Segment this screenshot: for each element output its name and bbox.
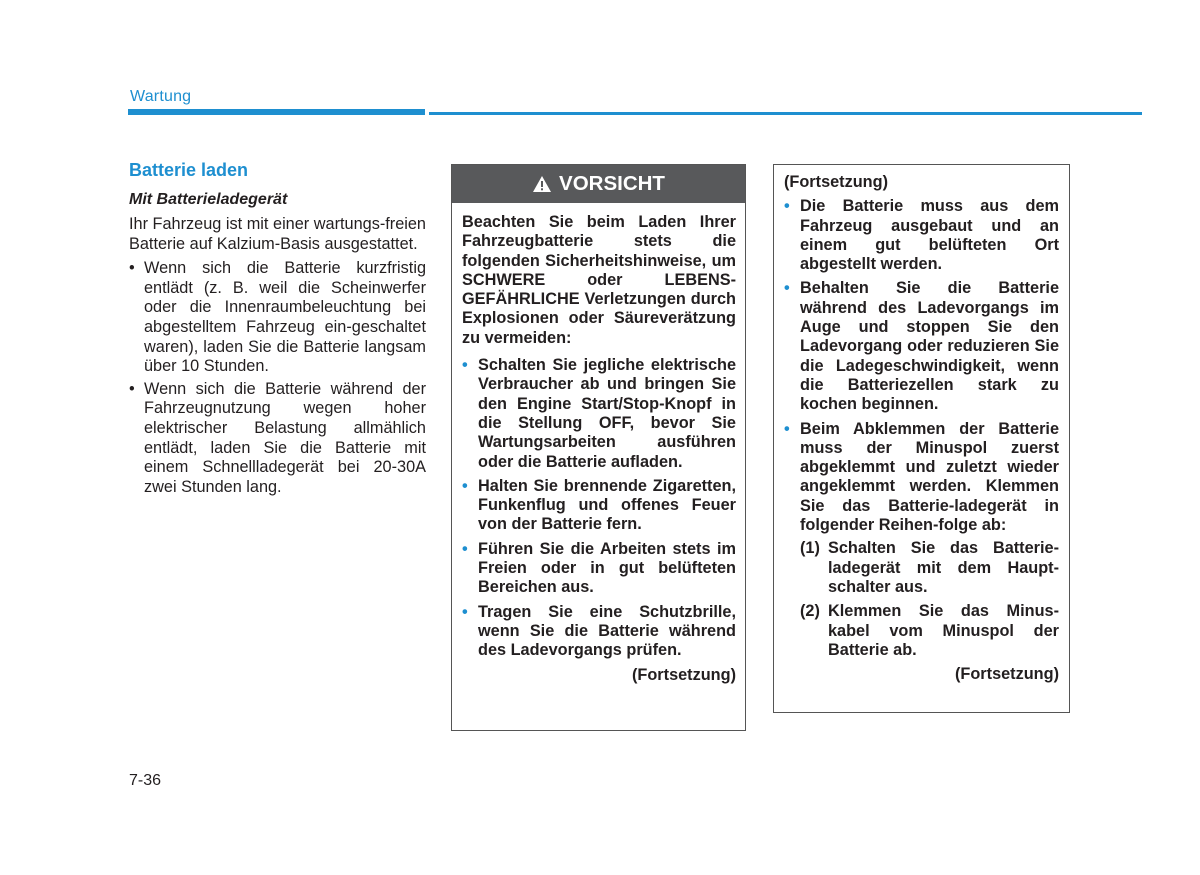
chapter-header: Wartung bbox=[130, 88, 192, 105]
subsection-title: Mit Batterieladegerät bbox=[129, 191, 288, 208]
bullet-icon: • bbox=[462, 476, 468, 495]
continuation-label: (Fortsetzung) bbox=[955, 665, 1059, 684]
list-item-text: Wenn sich die Batterie während der Fahrzeugnutzung wegen hoher elektrischer Belastung allmählich entlädt, laden Sie die Batterie mit einem Schnellladegerät bei 20-30A zwei Stunden lang. bbox=[144, 379, 426, 496]
step-number: (1) bbox=[800, 539, 820, 558]
caution-intro: Beachten Sie beim Laden Ihrer Fahrzeugbatterie stets die folgenden Sicherheitshinweise, um SCHWERE oder LEBENS-GEFÄHRLICHE Verletzungen durch Explosionen oder Säureverätzung zu vermeiden: bbox=[462, 213, 736, 347]
warning-triangle-icon bbox=[532, 175, 552, 193]
continued-list bbox=[784, 197, 1059, 660]
bullet-icon: • bbox=[129, 379, 135, 398]
bullet-icon: • bbox=[784, 197, 790, 216]
bullet-icon: • bbox=[784, 419, 790, 438]
list-item-text: Tragen Sie eine Schutzbrille, wenn Sie die Batterie während des Ladevorgangs prüfen. bbox=[478, 602, 736, 660]
list-item-text: Schalten Sie jegliche elektrische Verbraucher ab und bringen Sie den Engine Start/Stop-Knopf in die Stellung OFF, bevor Sie Wartungsarbeiten ausführen oder die Batterie aufladen. bbox=[478, 356, 736, 471]
caution-body bbox=[452, 203, 745, 685]
step-item bbox=[800, 539, 1059, 597]
header-rule-thin bbox=[429, 112, 1142, 115]
step-list bbox=[800, 539, 1059, 660]
intro-paragraph: Ihr Fahrzeug ist mit einer wartungs-freien Batterie auf Kalzium-Basis ausgestattet. bbox=[129, 215, 426, 253]
continued-heading: (Fortsetzung) bbox=[784, 173, 888, 191]
left-column bbox=[129, 160, 426, 500]
section-title: Batterie laden bbox=[129, 160, 249, 180]
continuation-label: (Fortsetzung) bbox=[632, 665, 736, 684]
continued-caution-box bbox=[773, 164, 1070, 713]
list-item-text: Die Batterie muss aus dem Fahrzeug ausgebaut und an einem gut belüfteten Ort abgestellt werden. bbox=[800, 197, 1059, 274]
list-item-text: Führen Sie die Arbeiten stets im Freien oder in gut belüfteten Bereichen aus. bbox=[478, 539, 736, 597]
caution-box bbox=[451, 164, 746, 731]
step-text: Schalten Sie das Batterie-ladegerät mit dem Haupt-schalter aus. bbox=[828, 539, 1059, 596]
list-item bbox=[462, 540, 736, 598]
header-rule-thick bbox=[128, 109, 425, 115]
page-number: 7-36 bbox=[129, 772, 162, 789]
bullet-icon: • bbox=[462, 602, 468, 621]
list-item bbox=[462, 356, 736, 472]
list-item-text: Behalten Sie die Batterie während des Ladevorgangs im Auge und stoppen Sie den Ladevorgang oder reduzieren Sie die Ladegeschwindigkeit, wenn die Batteriezellen stark zu kochen beginnen. bbox=[800, 279, 1059, 414]
caution-title: VORSICHT bbox=[559, 172, 665, 195]
list-item bbox=[129, 259, 426, 377]
list-item-text: Halten Sie brennende Zigaretten, Funkenflug und offenes Feuer von der Batterie fern. bbox=[478, 476, 736, 534]
list-item bbox=[784, 197, 1059, 274]
list-item bbox=[462, 477, 736, 535]
bullet-icon: • bbox=[462, 539, 468, 558]
list-item-text: Wenn sich die Batterie kurzfristig entlädt (z. B. weil die Scheinwerfer oder die Innenraumbeleuchtung bei abgestelltem Fahrzeug ein-geschaltet waren), laden Sie die Batterie langsam über 10 Stunden. bbox=[144, 259, 426, 376]
bullet-list bbox=[129, 259, 426, 497]
bullet-icon: • bbox=[784, 279, 790, 298]
list-item bbox=[462, 603, 736, 661]
list-item bbox=[129, 380, 426, 498]
step-text: Klemmen Sie das Minus-kabel vom Minuspol der Batterie ab. bbox=[828, 602, 1059, 659]
list-item bbox=[784, 279, 1059, 414]
bullet-icon: • bbox=[129, 259, 135, 278]
step-item bbox=[800, 602, 1059, 660]
step-number: (2) bbox=[800, 602, 820, 621]
bullet-icon: • bbox=[462, 356, 468, 375]
list-item bbox=[784, 420, 1059, 661]
caution-header bbox=[452, 165, 745, 203]
list-item-text: Beim Abklemmen der Batterie muss der Minuspol zuerst abgeklemmt und zuletzt wieder angeklemmt werden. Klemmen Sie das Batterie-ladegerät in folgender Reihen-folge ab: bbox=[800, 419, 1059, 535]
caution-list bbox=[462, 356, 736, 660]
